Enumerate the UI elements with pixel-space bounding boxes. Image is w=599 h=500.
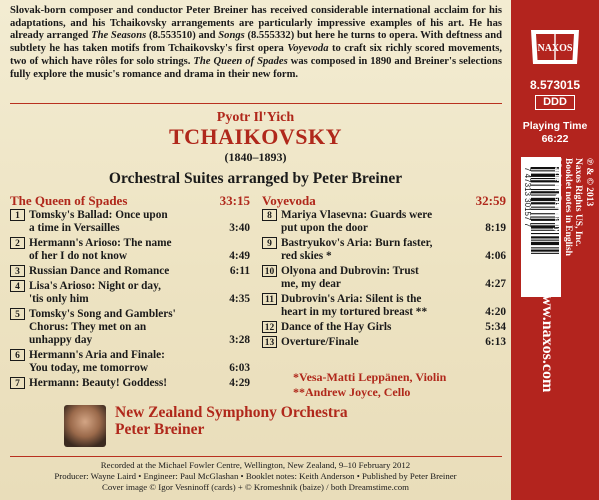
playing-time-value: 66:22 bbox=[541, 133, 569, 145]
track-title: Bastryukov's Aria: Burn faster, red skies * bbox=[281, 237, 433, 262]
track-row bbox=[262, 336, 506, 349]
track-list bbox=[262, 209, 506, 349]
track-title: Hermann's Arioso: The name of her I do not know bbox=[29, 237, 172, 262]
work-title: Voyevoda bbox=[262, 193, 316, 208]
composer-first-name: Pyotr Il'Yich bbox=[216, 110, 295, 125]
soloists bbox=[293, 370, 446, 400]
track-duration: 5:34 bbox=[485, 321, 506, 333]
track-number: 9 bbox=[262, 237, 277, 249]
track-duration: 4:35 bbox=[229, 293, 250, 305]
credits bbox=[0, 460, 511, 494]
track-title: Dance of the Hay Girls bbox=[281, 321, 392, 333]
rights-line: ℗ & © 2013 bbox=[584, 158, 594, 207]
left-track-column bbox=[10, 194, 250, 392]
website[interactable]: www.naxos.com bbox=[539, 283, 556, 393]
track-row bbox=[262, 321, 506, 334]
intro-part: was composed in 1890 and Breiner's selections fully explore the music's romance and drama in their new form. bbox=[10, 55, 502, 80]
intro-work-title: Songs bbox=[218, 30, 245, 42]
track-duration: 4:06 bbox=[485, 250, 506, 262]
soloist-cello: **Andrew Joyce, Cello bbox=[293, 385, 411, 399]
track-title: Mariya Vlasevna: Guards were put upon the door bbox=[281, 209, 433, 234]
track-duration: 3:40 bbox=[229, 222, 250, 234]
track-title: Tomsky's Ballad: Once upon a time in Versailles bbox=[29, 209, 168, 234]
track-row bbox=[10, 280, 250, 306]
track-duration: 6:11 bbox=[229, 265, 250, 277]
track-number: 10 bbox=[262, 265, 277, 277]
rights-line: Made in Germany bbox=[552, 158, 563, 233]
track-number: 1 bbox=[10, 209, 25, 221]
track-number: 4 bbox=[10, 280, 25, 292]
work-header bbox=[10, 194, 250, 207]
track-row bbox=[10, 377, 250, 390]
performers-block bbox=[115, 404, 348, 438]
track-title: Hermann's Aria and Finale: You today, me tomorrow bbox=[29, 349, 165, 374]
track-row bbox=[10, 237, 250, 263]
track-title: Dubrovin's Aria: Silent is the heart in my tortured breast ** bbox=[281, 293, 428, 318]
track-title: Russian Dance and Romance bbox=[29, 265, 170, 277]
track-row bbox=[262, 293, 506, 319]
track-row bbox=[10, 209, 250, 235]
rights-line: Booklet notes in English bbox=[563, 158, 573, 256]
composer-years: (1840–1893) bbox=[224, 150, 287, 164]
intro-part: (8.553510) and bbox=[146, 30, 219, 42]
track-row bbox=[262, 209, 506, 235]
track-row bbox=[10, 265, 250, 278]
track-duration: 4:29 bbox=[229, 377, 250, 389]
track-duration: 8:19 bbox=[485, 222, 506, 234]
playing-time-label: Playing Time bbox=[522, 120, 588, 132]
track-duration: 6:13 bbox=[485, 336, 506, 348]
track-number: 3 bbox=[10, 265, 25, 277]
track-duration: 6:03 bbox=[229, 362, 250, 374]
work-title: The Queen of Spades bbox=[10, 193, 128, 208]
intro-work-title: The Seasons bbox=[91, 30, 147, 42]
intro-part: (8.555332) but here he turns to opera. With deftness and subtlety he has taken motifs from Tchaikovsky's first opera bbox=[10, 30, 502, 55]
intro-work-title: The Queen of Spades bbox=[193, 55, 288, 67]
intro-work-title: Voyevoda bbox=[287, 43, 329, 55]
naxos-logo-icon bbox=[527, 28, 583, 66]
rotated-text-area bbox=[539, 158, 596, 448]
track-number: 2 bbox=[10, 237, 25, 249]
work-total: 32:59 bbox=[475, 193, 506, 208]
orchestra-name: New Zealand Symphony Orchestra bbox=[115, 404, 348, 421]
track-title: Olyona and Dubrovin: Trust me, my dear bbox=[281, 265, 419, 290]
barcode-digits: 7 47313 30157 7 bbox=[523, 167, 532, 228]
subtitle: Orchestral Suites arranged by Peter Breiner bbox=[108, 170, 403, 187]
conductor-photo bbox=[64, 405, 106, 447]
track-number: 7 bbox=[10, 377, 25, 389]
soloist-violin: *Vesa-Matti Leppänen, Violin bbox=[293, 370, 447, 384]
track-row bbox=[262, 265, 506, 291]
track-number: 13 bbox=[262, 336, 277, 348]
track-duration: 3:28 bbox=[229, 334, 250, 346]
credit-line: Cover image © Igor Vesninoff (cards) + © Kromeshnik (baize) / both Dreamstime.com bbox=[102, 482, 409, 493]
conductor-name: Peter Breiner bbox=[115, 421, 205, 438]
work-header bbox=[262, 194, 506, 207]
track-row bbox=[10, 308, 250, 347]
track-row bbox=[10, 349, 250, 375]
rights-line: Naxos Rights US, Inc. bbox=[573, 158, 584, 247]
ddd-badge: DDD bbox=[535, 95, 575, 110]
track-title: Hermann: Beauty! Goddess! bbox=[29, 377, 168, 389]
track-number: 11 bbox=[262, 293, 277, 305]
track-number: 8 bbox=[262, 209, 277, 221]
playing-time bbox=[511, 120, 599, 146]
track-duration: 4:49 bbox=[229, 250, 250, 262]
work-total: 33:15 bbox=[219, 193, 250, 208]
credit-line: Recorded at the Michael Fowler Centre, Wellington, New Zealand, 9–10 February 2012 bbox=[100, 460, 411, 470]
track-title: Overture/Finale bbox=[281, 336, 359, 348]
intro-part: to craft six richly scored movements, two of which have rôles for solo strings. bbox=[10, 43, 502, 67]
track-duration: 4:27 bbox=[485, 278, 506, 290]
track-number: 5 bbox=[10, 308, 25, 320]
composer-last-name: TCHAIKOVSKY bbox=[169, 124, 342, 149]
intro-part: Slovak-born composer and conductor Peter Breiner has received considerable international acclaim for his adaptations, and his Tchaikovsky arrangements are particularly impressive examples of his art. He has already arranged bbox=[10, 5, 502, 42]
track-number: 6 bbox=[10, 349, 25, 361]
right-track-column bbox=[262, 194, 506, 351]
catalog-number: 8.573015 bbox=[529, 78, 581, 92]
logo-text: NAXOS bbox=[537, 43, 573, 54]
divider-top bbox=[10, 103, 502, 104]
track-title: Lisa's Arioso: Night or day, 'tis only him bbox=[29, 280, 161, 305]
credit-line: Producer: Wayne Laird • Engineer: Paul McGlashan • Booklet notes: Keith Anderson • Published by Peter Breiner bbox=[54, 471, 457, 482]
track-number: 12 bbox=[262, 321, 277, 333]
track-list bbox=[10, 209, 250, 390]
divider-bottom bbox=[10, 456, 502, 457]
rights-block bbox=[552, 158, 594, 256]
track-row bbox=[262, 237, 506, 263]
intro-text bbox=[10, 5, 502, 81]
track-duration: 4:20 bbox=[485, 306, 506, 318]
track-title: Tomsky's Song and Gamblers' Chorus: They met on an unhappy day bbox=[29, 308, 176, 346]
